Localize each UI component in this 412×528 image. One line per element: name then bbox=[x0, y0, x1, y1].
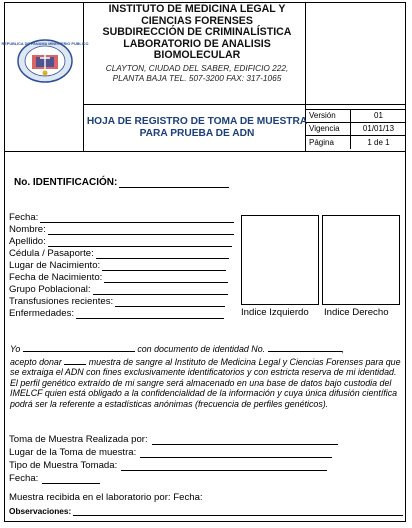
meta-row-page bbox=[305, 136, 406, 149]
meta-value: 01 bbox=[374, 110, 383, 120]
address-line: CLAYTON, CIUDAD DEL SABER, EDIFICIO 222, bbox=[105, 62, 289, 73]
field-nombre[interactable] bbox=[9, 224, 234, 236]
sample-label: Toma de Muestra Realizada por: bbox=[9, 434, 148, 445]
field-fecha-nacimiento[interactable] bbox=[9, 272, 228, 284]
consent-text: muestra de sangre al Instituto de Medicina Legal y Ciencias Forenses para que se extraiga el ADN con fines exclusivamente identificatorios y con estricta reserva de mi identidad. El perfil genético extraído de mi sangre será almacenado en una base de datos bajo custodia del IMELCF quien está obligado a la confidencialidad de la información y cuya única difusión científica podrá ser la referente a estadísticas anónimas (frecuencia de perfiles genéticos). bbox=[10, 356, 401, 409]
sample-blank[interactable] bbox=[121, 460, 327, 471]
meta-value: 01/01/13 bbox=[362, 124, 395, 134]
institution-line: SUBDIRECCIÓN DE CRIMINALÍSTICA bbox=[102, 26, 292, 39]
identification-label: No. IDENTIFICACIÓN: bbox=[14, 177, 118, 188]
consent-name-blank[interactable] bbox=[23, 342, 135, 352]
consent-yo: Yo bbox=[10, 344, 21, 354]
logo-text: REPUBLICA DE PANAMA MINISTERIO PUBLICO bbox=[1, 42, 89, 46]
header-divider-bottom bbox=[4, 151, 406, 152]
field-label: Cédula / Pasaporte: bbox=[9, 248, 94, 259]
field-blank[interactable] bbox=[102, 260, 226, 271]
observations-label: Observaciones: bbox=[9, 506, 72, 516]
sample-blank[interactable] bbox=[42, 473, 100, 484]
meta-label: Página bbox=[305, 136, 351, 149]
institution-header bbox=[86, 4, 308, 83]
field-label: Fecha: bbox=[9, 212, 39, 223]
fingerprint-box-right[interactable] bbox=[322, 215, 400, 305]
institution-line: CIENCIAS FORENSES bbox=[141, 14, 253, 27]
field-apellido[interactable] bbox=[9, 236, 232, 248]
document-meta-table bbox=[305, 109, 406, 149]
document-title: HOJA DE REGISTRO DE TOMA DE MUESTRA PARA PRUEBA DE ADN bbox=[86, 116, 308, 139]
fingerprint-label-left: Indice Izquierdo bbox=[241, 307, 309, 318]
field-fecha[interactable] bbox=[9, 212, 234, 224]
consent-quantity-blank[interactable] bbox=[64, 355, 86, 365]
sample-label: Lugar de la Toma de muestra: bbox=[9, 447, 137, 458]
field-label: Enfermedades: bbox=[9, 308, 75, 319]
consent-doc-id: con documento de identidad No. bbox=[137, 344, 266, 354]
field-blank[interactable] bbox=[104, 272, 228, 283]
field-label: Fecha de Nacimiento: bbox=[9, 272, 103, 283]
observations-blank[interactable] bbox=[73, 506, 403, 516]
received-by: Muestra recibida en el laboratorio por: Fecha: bbox=[9, 492, 203, 503]
sample-taken-by[interactable] bbox=[9, 434, 338, 446]
sample-location[interactable] bbox=[9, 447, 332, 459]
field-transfusiones[interactable] bbox=[9, 296, 225, 308]
institution-line: LABORATORIO DE ANALISIS bbox=[123, 37, 271, 50]
field-enfermedades[interactable] bbox=[9, 308, 224, 320]
field-grupo-poblacional[interactable] bbox=[9, 284, 228, 296]
consent-acepto: acepto donar bbox=[10, 356, 62, 367]
institution-logo bbox=[1, 38, 89, 84]
field-label: Grupo Poblacional: bbox=[9, 284, 91, 295]
field-blank[interactable] bbox=[115, 296, 225, 307]
field-label: Nombre: bbox=[9, 224, 46, 235]
sample-date[interactable] bbox=[9, 473, 100, 485]
meta-label: Vigencia bbox=[305, 123, 351, 136]
fingerprint-box-left[interactable] bbox=[241, 215, 319, 305]
field-blank[interactable] bbox=[48, 236, 232, 247]
sample-type[interactable] bbox=[9, 460, 327, 472]
identification-blank[interactable] bbox=[119, 177, 229, 188]
field-label: Lugar de Nacimiento: bbox=[9, 260, 101, 271]
sample-label: Fecha: bbox=[9, 473, 39, 484]
sample-blank[interactable] bbox=[152, 434, 338, 445]
consent-id-blank[interactable] bbox=[268, 342, 342, 352]
meta-row-validity bbox=[305, 123, 406, 137]
meta-row-version bbox=[305, 109, 406, 123]
field-label: Transfusiones recientes: bbox=[9, 296, 114, 307]
institution-line: INSTITUTO DE MEDICINA LEGAL Y bbox=[108, 3, 286, 15]
meta-value: 1 de 1 bbox=[367, 137, 390, 147]
observations-field[interactable] bbox=[9, 506, 403, 516]
header-divider-left bbox=[83, 2, 84, 152]
field-cedula[interactable] bbox=[9, 248, 229, 260]
field-lugar-nacimiento[interactable] bbox=[9, 260, 226, 272]
header-divider-middle bbox=[83, 104, 406, 105]
sample-blank[interactable] bbox=[140, 447, 332, 458]
sample-label: Tipo de Muestra Tomada: bbox=[9, 460, 118, 471]
identification-field[interactable] bbox=[14, 177, 229, 188]
field-blank[interactable] bbox=[76, 308, 224, 319]
field-blank[interactable] bbox=[40, 212, 234, 223]
meta-label: Versión bbox=[305, 109, 351, 122]
field-blank[interactable] bbox=[93, 284, 228, 295]
consent-paragraph: Yo con documento de identidad No. , acepto donar muestra de sangre al Instituto de Medicina Legal y Ciencias Forenses para que se extraiga el ADN con fines exclusivamente identificatorios y con estricta reserva de mi identidad. El perfil genético extraído de mi sangre será almacenado en una base de datos bajo custodia del IMELCF quien está obligado a la confidencialidad de la información y cuya única difusión científica podrá ser la referente a estadísticas anónimas (frecuencia de perfiles genéticos). bbox=[10, 344, 401, 409]
field-blank[interactable] bbox=[96, 248, 229, 259]
address-line: PLANTA BAJA TEL. 507-3200 FAX: 317-1065 bbox=[112, 72, 282, 83]
field-label: Apellido: bbox=[9, 236, 46, 247]
institution-line: BIOMOLECULAR bbox=[153, 49, 241, 62]
fingerprint-label-right: Indice Derecho bbox=[324, 307, 389, 318]
field-blank[interactable] bbox=[48, 224, 234, 235]
